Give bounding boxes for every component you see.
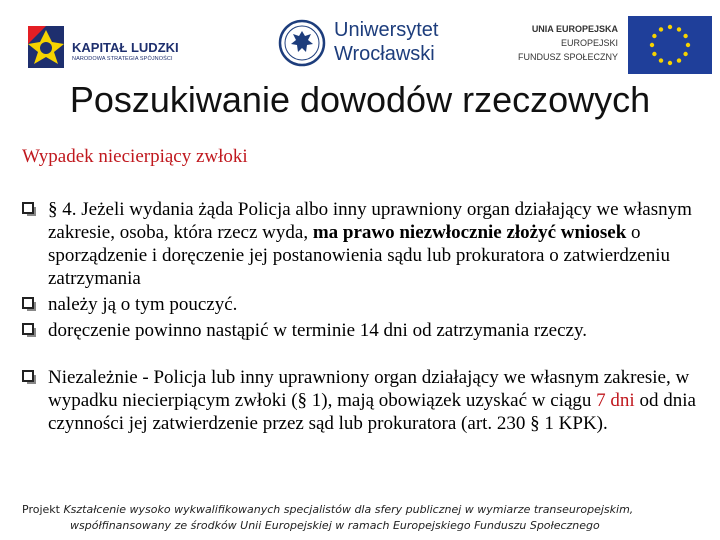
bullet-item [22, 198, 712, 290]
bullet-text: od dnia czynności jej zatwierdzenie przez sąd lub prokuratora (art. 230 § 1 KPK). [48, 390, 696, 434]
bullet-item [22, 293, 712, 316]
eu-logo [517, 14, 712, 72]
bullet-text: doręczenie powinno nastąpić w terminie 14 dni od zatrzymania rzeczy. [48, 320, 587, 341]
bullet-text: o sporządzenie i doręczenie jej postanowienia sądu lub prokuratora o zatwierdzeniu zatrzymania [48, 222, 670, 289]
footer-text-line1: Kształcenie wysoko wykwalifikowanych specjalistów dla sfery publicznej w wymiarze transeuropejskim, [63, 503, 634, 516]
eu-star-icon [650, 43, 654, 47]
header-logos [0, 0, 720, 82]
footer-line1 [22, 502, 712, 518]
eu-star-icon [659, 58, 663, 62]
bullet-bold-text: ma prawo niezwłocznie złożyć wniosek [312, 222, 627, 243]
university-eagle-emblem-icon [278, 14, 326, 72]
eu-star-icon [659, 27, 663, 31]
checkbox-bullet-icon [22, 370, 34, 382]
university-logo [278, 14, 438, 72]
university-name-line2: Wrocławski [334, 43, 435, 65]
eu-star-icon [677, 27, 681, 31]
eu-star-icon [686, 43, 690, 47]
eu-star-icon [652, 34, 656, 38]
footer-text-line2: współfinansowany ze środków Unii Europejskiej w ramach Europejskiego Funduszu Społecznego [70, 519, 600, 532]
eu-star-icon [677, 58, 681, 62]
kapital-ludzki-logo [22, 20, 182, 74]
eu-logo-line3: FUNDUSZ SPOŁECZNY [517, 52, 618, 62]
eu-star-icon [683, 52, 687, 56]
footer-line2 [22, 518, 712, 534]
eu-star-icon [683, 34, 687, 38]
bullet-text: należy ją o tym pouczyć. [48, 294, 238, 315]
eu-logo-line2: EUROPEJSKI [560, 38, 618, 48]
slide-body [22, 198, 712, 438]
slide-title: Poszukiwanie dowodów rzeczowych [69, 79, 651, 120]
bullet-item [22, 319, 712, 342]
checkbox-bullet-icon [22, 297, 34, 309]
eu-logo-line1: UNIA EUROPEJSKA [531, 24, 618, 34]
university-name [334, 18, 438, 66]
kapital-ludzki-title: KAPITAŁ LUDZKI [72, 40, 179, 55]
footer-label: Projekt [22, 503, 60, 516]
checkbox-bullet-icon [22, 202, 34, 214]
bullet-item [22, 366, 712, 435]
eu-logo-text [518, 22, 618, 64]
bullet-text: Niezależnie - Policja lub inny uprawniony organ działający we własnym zakresie, w wypadku niecierpiącym zwłoki (§ 1), mają obowiązek uzyskać w ciągu [48, 367, 690, 411]
bullet-text: § 4. Jeżeli wydania żąda Policja albo inny uprawniony organ działający we własnym zakresie, osoba, która rzecz wyda, [48, 199, 692, 243]
slide-subtitle: Wypadek niecierpiący zwłoki [22, 146, 248, 167]
eu-flag-icon [628, 16, 712, 74]
project-footer [22, 502, 712, 534]
university-name-line1: Uniwersytet [334, 19, 439, 41]
checkbox-bullet-icon [22, 323, 34, 335]
kapital-ludzki-subtitle: NARODOWA STRATEGIA SPÓJNOŚCI [72, 56, 173, 62]
eu-star-icon [668, 61, 672, 65]
kapital-ludzki-logo-icon [22, 20, 70, 74]
bullet-highlight-text: 7 dni [596, 390, 635, 411]
eu-star-icon [668, 25, 672, 29]
eu-star-icon [652, 52, 656, 56]
